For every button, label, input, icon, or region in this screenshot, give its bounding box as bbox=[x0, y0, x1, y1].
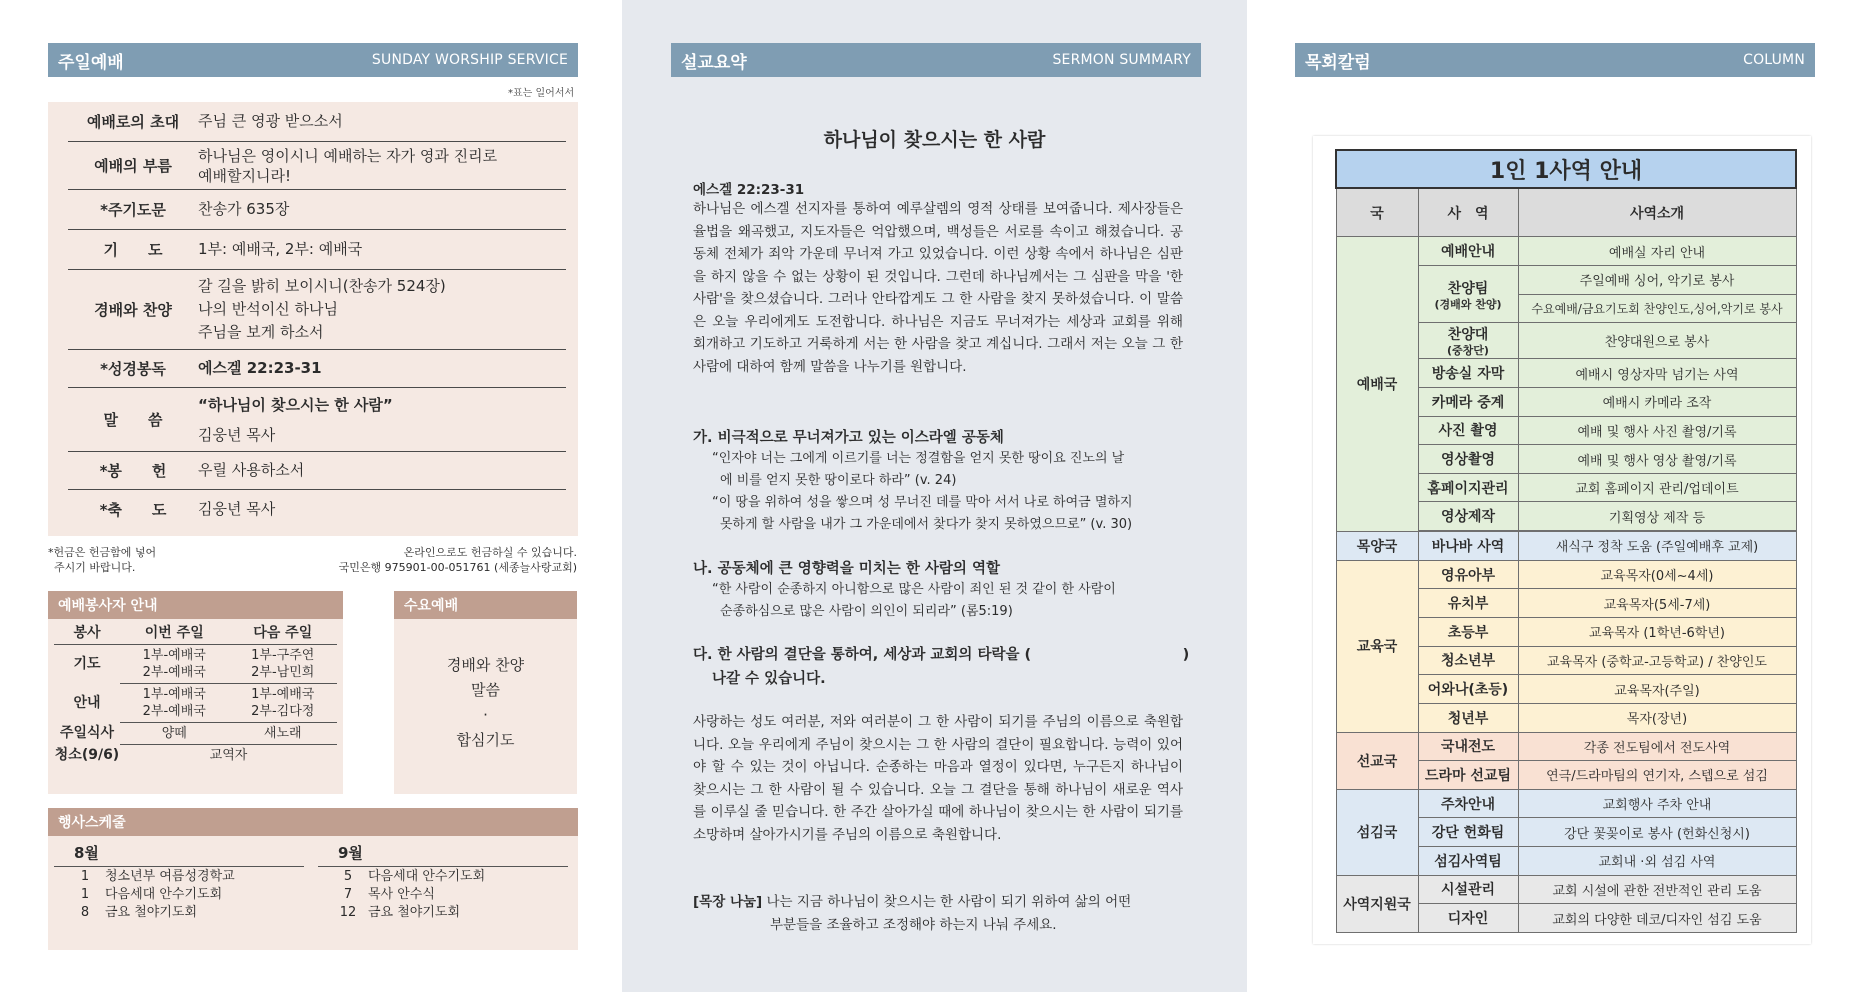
ministry-name: 방송실 자막 bbox=[1418, 359, 1518, 388]
small-group-share bbox=[693, 891, 1183, 936]
schedule-day: 1 bbox=[80, 887, 90, 902]
schedule-event: 다음세대 안수기도회 bbox=[368, 869, 486, 884]
ministry-name-text: 찬양팀 bbox=[1447, 280, 1489, 297]
server-name: 2부-김다정 bbox=[251, 704, 315, 719]
quote-line: “인자야 너는 그에게 이르기를 너는 정결함을 얻지 못한 땅이요 진노의 날 bbox=[712, 451, 1125, 466]
ministry-desc: 예배시 카메라 조작 bbox=[1518, 387, 1796, 416]
servers-next: 새노래 bbox=[229, 723, 338, 745]
order-value: 에스겔 22:23-31 bbox=[198, 359, 322, 377]
ministry-desc: 강단 꽃꽂이로 봉사 (헌화신청시) bbox=[1518, 818, 1796, 847]
ministry-row bbox=[1336, 237, 1796, 266]
sermon-scripture: 에스겔 22:23-31 bbox=[693, 182, 805, 198]
order-value: 1부: 예배국, 2부: 예배국 bbox=[198, 240, 363, 258]
wednesday-list bbox=[394, 653, 577, 753]
server-name: 1부-구주연 bbox=[251, 648, 315, 663]
order-row bbox=[68, 490, 566, 528]
servers-this bbox=[120, 645, 229, 684]
dept-cell: 예배국 bbox=[1336, 237, 1418, 532]
ministry-name: 홈페이지관리 bbox=[1418, 473, 1518, 502]
servers-both: 교역자 bbox=[209, 748, 248, 763]
standing-note: *표는 일어서서 bbox=[508, 88, 575, 99]
order-row bbox=[68, 452, 566, 490]
ministry-row bbox=[1336, 789, 1796, 818]
servers-role: 주일식사 bbox=[59, 725, 115, 741]
ministry-name bbox=[1418, 266, 1518, 323]
ministry-desc: 예배 및 행사 영상 촬영/기록 bbox=[1518, 445, 1796, 474]
servers-row bbox=[54, 723, 337, 745]
offering-note-line: 주시기 바랍니다. bbox=[54, 561, 136, 574]
ministry-row bbox=[1336, 875, 1796, 904]
servers-next bbox=[229, 684, 338, 723]
servers-row bbox=[54, 645, 337, 684]
order-row bbox=[68, 142, 566, 190]
sermon-point-3: 다. 한 사람의 결단을 통하여, 세상과 교회의 타락을 ( ) bbox=[693, 647, 1190, 663]
server-name: 2부-예배국 bbox=[142, 704, 206, 719]
servers-header: 예배봉사자 안내 bbox=[48, 591, 343, 619]
wednesday-box bbox=[394, 619, 577, 794]
server-name: 1부-예배국 bbox=[251, 687, 315, 702]
ministry-desc: 예배시 영상자막 넘기는 사역 bbox=[1518, 359, 1796, 388]
ministry-desc: 주일예배 싱어, 악기로 봉사 bbox=[1518, 266, 1796, 295]
sermon-title: 하나님이 찾으시는 한 사람 bbox=[823, 129, 1046, 151]
dept-cell: 교육국 bbox=[1336, 560, 1418, 732]
ministry-desc: 교육목자(주일) bbox=[1518, 675, 1796, 704]
order-value-line: 하나님은 영이시니 예배하는 자가 영과 진리로 bbox=[198, 146, 498, 165]
worship-header-ko: 주일예배 bbox=[58, 52, 124, 73]
order-value: 우릴 사용하소서 bbox=[198, 461, 305, 479]
dept-cell: 선교국 bbox=[1336, 732, 1418, 789]
order-label: 예배로의 초대 bbox=[86, 113, 180, 131]
schedule-item bbox=[328, 886, 485, 904]
offering-note-line: *헌금은 헌금함에 넣어 bbox=[48, 546, 157, 559]
ministry-desc: 예배실 자리 안내 bbox=[1518, 237, 1796, 266]
servers-row bbox=[54, 745, 337, 767]
ministry-row bbox=[1336, 532, 1796, 561]
order-row bbox=[68, 270, 566, 350]
servers-row bbox=[54, 684, 337, 723]
sermon-point-2: 나. 공동체에 큰 영향력을 미치는 한 사람의 역할 bbox=[693, 561, 1000, 577]
order-label: *봉 헌 bbox=[99, 462, 167, 480]
schedule-day: 1 bbox=[80, 869, 90, 884]
sermon-title-line: “하나님이 찾으시는 한 사람” bbox=[198, 395, 393, 414]
ministry-name-text: 찬양대 bbox=[1447, 327, 1489, 344]
order-row bbox=[68, 388, 566, 452]
ministry-desc: 교회내 ·외 섬김 사역 bbox=[1518, 847, 1796, 876]
ministry-desc: 목자(장년) bbox=[1518, 703, 1796, 732]
dept-cell: 섬김국 bbox=[1336, 789, 1418, 875]
schedule-sep-list bbox=[328, 868, 485, 922]
sermon-quote-1 bbox=[712, 448, 1182, 536]
order-label: *성경봉독 bbox=[100, 360, 166, 378]
schedule-header: 행사스케줄 bbox=[48, 808, 578, 836]
schedule-item bbox=[328, 904, 485, 922]
servers-role: 청소(9/6) bbox=[54, 746, 120, 763]
wednesday-item: · bbox=[483, 706, 488, 724]
share-text: 나는 지금 하나님이 찾으시는 한 사람이 되기 위하여 삶의 어떤 bbox=[766, 894, 1132, 910]
servers-this: 양떼 bbox=[120, 723, 229, 745]
ministry-desc: 새식구 정착 도움 (주일예배후 교제) bbox=[1518, 532, 1796, 561]
worship-order bbox=[48, 102, 578, 536]
dept-cell: 목양국 bbox=[1336, 532, 1418, 561]
ministry-name: 어와나(초등) bbox=[1418, 675, 1518, 704]
ministry-desc: 교육목자 (중학교-고등학교) / 찬양인도 bbox=[1518, 646, 1796, 675]
ministry-desc: 교육목자(5세-7세) bbox=[1518, 589, 1796, 618]
schedule-aug-list bbox=[65, 868, 235, 922]
servers-this bbox=[120, 684, 229, 723]
ministry-desc: 교회 홈페이지 관리/업데이트 bbox=[1518, 473, 1796, 502]
schedule-item bbox=[65, 904, 235, 922]
order-value: 찬송가 635장 bbox=[198, 200, 290, 218]
ministry-name: 초등부 bbox=[1418, 618, 1518, 647]
quote-line: 순종하심으로 많은 사람이 의인이 되리라” (롬5:19) bbox=[720, 604, 1013, 619]
servers-col-role: 봉사 bbox=[54, 623, 120, 645]
order-value bbox=[198, 390, 393, 450]
ministry-name: 디자인 bbox=[1418, 904, 1518, 933]
ministry-table bbox=[1335, 149, 1797, 933]
order-label: 경배와 찬양 bbox=[94, 301, 172, 319]
share-label: [목장 나눔] bbox=[693, 894, 763, 910]
schedule-day: 8 bbox=[80, 905, 90, 920]
column-header-en: COLUMN bbox=[1743, 52, 1805, 68]
server-name: 1부-예배국 bbox=[142, 648, 206, 663]
schedule-event: 다음세대 안수기도회 bbox=[105, 887, 223, 902]
ministry-desc: 각종 전도팀에서 전도사역 bbox=[1518, 732, 1796, 761]
wednesday-item: 말씀 bbox=[471, 681, 500, 699]
offering-note bbox=[48, 545, 156, 575]
ministry-desc: 찬양대원으로 봉사 bbox=[1518, 323, 1796, 359]
wednesday-item: 합심기도 bbox=[456, 731, 515, 749]
quote-line: “이 땅을 위하여 성을 쌓으며 성 무너진 데를 막아 서서 나로 하여금 멸하지 bbox=[712, 495, 1133, 510]
servers-next bbox=[229, 645, 338, 684]
worship-panel bbox=[0, 0, 622, 992]
order-value-line: 나의 반석이신 하나님 bbox=[198, 300, 338, 318]
schedule-day: 12 bbox=[339, 905, 357, 920]
col-desc: 사역소개 bbox=[1518, 188, 1796, 237]
schedule-event: 금요 철야기도회 bbox=[105, 905, 198, 920]
ministry-name: 영유아부 bbox=[1418, 560, 1518, 589]
schedule-day: 7 bbox=[343, 887, 353, 902]
schedule-box bbox=[48, 836, 578, 950]
col-dept: 국 bbox=[1336, 188, 1418, 237]
col-ministry: 사 역 bbox=[1418, 188, 1518, 237]
worship-header bbox=[48, 43, 578, 77]
order-label: *주기도문 bbox=[100, 201, 166, 219]
sermon-quote-2 bbox=[712, 579, 1182, 623]
ministry-name: 청년부 bbox=[1418, 703, 1518, 732]
order-value: 주님 큰 영광 받으소서 bbox=[198, 112, 343, 130]
ministry-name: 영상촬영 bbox=[1418, 445, 1518, 474]
order-value bbox=[198, 275, 446, 344]
dept-cell: 사역지원국 bbox=[1336, 875, 1418, 932]
order-value: 김웅년 목사 bbox=[198, 499, 276, 518]
column-header-ko: 목회칼럼 bbox=[1305, 52, 1371, 73]
schedule-event: 금요 철야기도회 bbox=[368, 905, 461, 920]
ministry-desc: 연극/드라마팀의 연기자, 스텝으로 섬김 bbox=[1518, 761, 1796, 790]
server-name: 2부-남민희 bbox=[251, 665, 315, 680]
share-text: 부분들을 조율하고 조정해야 하는지 나눠 주세요. bbox=[770, 916, 1057, 933]
wednesday-header: 수요예배 bbox=[394, 591, 577, 619]
sermon-header bbox=[671, 43, 1201, 77]
order-label: *축 도 bbox=[99, 500, 167, 519]
online-offering bbox=[339, 545, 577, 575]
order-row bbox=[68, 190, 566, 230]
ministry-row bbox=[1336, 560, 1796, 589]
ministry-desc: 교회행사 주차 안내 bbox=[1518, 789, 1796, 818]
preacher-line: 김웅년 목사 bbox=[198, 425, 276, 444]
month-sep: 9월 bbox=[318, 842, 568, 867]
server-name: 2부-예배국 bbox=[142, 665, 206, 680]
sermon-intro: 하나님은 에스겔 선지자를 통하여 예루살렘의 영적 상태를 보여줍니다. 제사장들은 율법을 왜곡했고, 지도자들은 억압했으며, 백성들은 서로를 속이고 해쳤습니다. 공동체 전체가 죄악 가운데 무너져 가고 있었습니다. 이런 상황 속에서 하나님은 심판을 하지 않을 수 없는 상황이 된 것입니다. 그런데 하나님께서는 그 심판을 막을 '한 사람'을 찾으셨습니다. 그러나 안타깝게도 그 한 사람을 찾지 못하셨습니다. 이 말씀은 오늘 우리에게도 도전합니다. 하나님은 지금도 무너져가는 세상과 교회를 위해 회개하고 기도하고 거룩하게 서는 한 사람을 찾고 계십니다. 그래서 저는 오늘 그 한 사람에 대하여 함께 말씀을 나누기를 원합니다. bbox=[693, 201, 1183, 375]
order-label: 말 씀 bbox=[103, 411, 163, 429]
sermon-point-3-cont: 나갈 수 있습니다. bbox=[712, 671, 826, 687]
ministry-name: 청소년부 bbox=[1418, 646, 1518, 675]
ministry-desc: 교회의 다양한 데코/디자인 섬김 도움 bbox=[1518, 904, 1796, 933]
ministry-name: 예배안내 bbox=[1418, 237, 1518, 266]
schedule-item bbox=[65, 868, 235, 886]
ministry-subname: (경배와 찬양) bbox=[1434, 297, 1502, 311]
schedule-day: 5 bbox=[343, 869, 353, 884]
ministry-subname: (중창단) bbox=[1447, 344, 1489, 358]
servers-col-this: 이번 주일 bbox=[120, 623, 229, 645]
servers-table bbox=[54, 623, 337, 766]
ministry-desc: 기획영상 제작 등 bbox=[1518, 502, 1796, 531]
servers-role: 안내 bbox=[73, 694, 101, 711]
sermon-point-1: 가. 비극적으로 무너져가고 있는 이스라엘 공동체 bbox=[693, 430, 1004, 446]
quote-line: 에 비를 얻지 못한 땅이로다 하라” (v. 24) bbox=[720, 473, 957, 488]
ministry-name: 바나바 사역 bbox=[1418, 532, 1518, 561]
ministry-name: 섬김사역팀 bbox=[1418, 847, 1518, 876]
quote-line: “한 사람이 순종하지 아니함으로 많은 사람이 죄인 된 것 같이 한 사람이 bbox=[712, 582, 1116, 597]
ministry-name: 국내전도 bbox=[1418, 732, 1518, 761]
wednesday-item: 경배와 찬양 bbox=[446, 656, 525, 674]
ministry-name: 강단 헌화팀 bbox=[1418, 818, 1518, 847]
schedule-item bbox=[65, 886, 235, 904]
schedule-event: 목사 안수식 bbox=[368, 887, 435, 902]
quote-line: 못하게 할 사람을 내가 그 가운데에서 찾다가 찾지 못하였으므로” (v. 30) bbox=[720, 517, 1133, 532]
online-offering-line: 온라인으로도 헌금하실 수 있습니다. bbox=[403, 546, 577, 559]
ministry-desc: 예배 및 행사 사진 촬영/기록 bbox=[1518, 416, 1796, 445]
ministry-name: 드라마 선교팀 bbox=[1418, 761, 1518, 790]
order-value bbox=[198, 146, 497, 186]
ministry-name: 영상제작 bbox=[1418, 502, 1518, 531]
ministry-table-title: 1인 1사역 안내 bbox=[1336, 150, 1796, 188]
column-header bbox=[1295, 43, 1815, 77]
schedule-item bbox=[328, 868, 485, 886]
servers-table-box bbox=[48, 619, 343, 794]
order-row bbox=[68, 230, 566, 270]
order-row bbox=[68, 102, 566, 142]
ministry-desc: 교육목자 (1학년-6학년) bbox=[1518, 618, 1796, 647]
sermon-header-en: SERMON SUMMARY bbox=[1052, 52, 1191, 68]
order-label: 예배의 부름 bbox=[94, 157, 172, 175]
servers-role: 기도 bbox=[73, 655, 101, 672]
order-row bbox=[68, 350, 566, 388]
order-label: 기 도 bbox=[103, 241, 163, 259]
sermon-header-ko: 설교요약 bbox=[681, 52, 747, 73]
order-value-line: 주님을 보게 하소서 bbox=[198, 323, 324, 341]
month-aug: 8월 bbox=[54, 842, 304, 867]
bank-account: 국민은행 975901-00-051761 (세종늘사랑교회) bbox=[338, 561, 577, 574]
sermon-closing: 사랑하는 성도 여러분, 저와 여러분이 그 한 사람이 되기를 주님의 이름으로 축원합니다. 오늘 우리에게 주님이 찾으시는 그 한 사람의 결단이 필요합니다. 능력이 있어야 할 수 있는 것이 아닙니다. 순종하는 마음과 열정이 있다면, 누구든지 하나님이 찾으시는 그 한 사람이 될 수 있습니다. 오늘 그 결단을 통해 하나님이 새로운 역사를 이루실 줄 믿습니다. 한 주간 살아가실 때에 하나님이 찾으시는 한 사람이 되기를 소망하며 살아가시기를 주님의 이름으로 축원합니다. bbox=[693, 714, 1183, 843]
server-name: 1부-예배국 bbox=[142, 687, 206, 702]
ministry-name: 사진 촬영 bbox=[1418, 416, 1518, 445]
ministry-desc: 수요예배/금요기도회 찬양인도,싱어,악기로 봉사 bbox=[1518, 294, 1796, 323]
ministry-desc: 교회 시설에 관한 전반적인 관리 도움 bbox=[1518, 875, 1796, 904]
order-value-line: 갈 길을 밝히 보이시니(찬송가 524장) bbox=[198, 277, 446, 295]
worship-header-en: SUNDAY WORSHIP SERVICE bbox=[371, 52, 568, 68]
schedule-event: 청소년부 여름성경학교 bbox=[105, 869, 235, 884]
ministry-name: 주차안내 bbox=[1418, 789, 1518, 818]
order-value-line: 예배할지니라! bbox=[198, 166, 291, 185]
ministry-name: 카메라 중계 bbox=[1418, 387, 1518, 416]
ministry-name: 시설관리 bbox=[1418, 875, 1518, 904]
ministry-name bbox=[1418, 323, 1518, 359]
ministry-desc: 교육목자(0세~4세) bbox=[1518, 560, 1796, 589]
servers-col-next: 다음 주일 bbox=[229, 623, 338, 645]
ministry-name: 유치부 bbox=[1418, 589, 1518, 618]
ministry-row bbox=[1336, 732, 1796, 761]
